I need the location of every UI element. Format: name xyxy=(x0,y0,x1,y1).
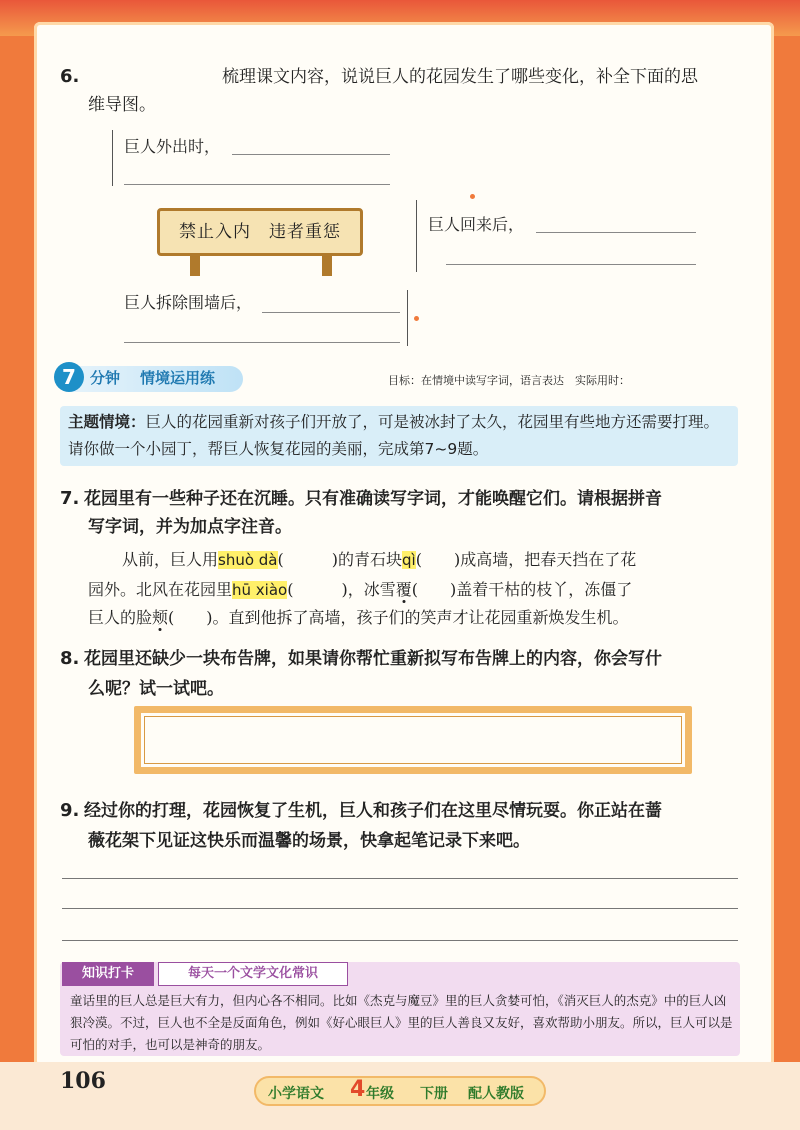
mindmap-branch-remove xyxy=(404,290,408,346)
dotted-char-jia: 颊 xyxy=(152,608,169,627)
theme-label: 主题情境： xyxy=(68,413,146,431)
q6-number: 6. xyxy=(60,66,80,87)
pinyin-shuoda: shuò dà xyxy=(218,551,278,569)
footer-badge xyxy=(254,1076,546,1106)
mindmap-branch-out xyxy=(112,130,113,186)
footer-subject: 小学语文 xyxy=(268,1086,324,1102)
writing-line[interactable] xyxy=(62,878,738,879)
sign-post-left xyxy=(190,254,200,276)
footer-grade-num: 4 xyxy=(350,1077,366,1102)
footer-edition: 配人教版 xyxy=(468,1086,524,1102)
writing-line[interactable] xyxy=(62,908,738,909)
arrow-marker xyxy=(470,194,475,199)
knowledge-title: 每天一个文学文化常识 xyxy=(158,962,348,986)
q9-text-line1: 经过你的打理，花园恢复了生机，巨人和孩子们在这里尽情玩耍。你正站在蔷 xyxy=(84,801,662,821)
q7-passage-line3: 巨人的脸颊( )。直到他拆了高墙，孩子们的笑声才让花园重新焕发生机。 xyxy=(88,608,629,627)
answer-line[interactable] xyxy=(262,312,400,313)
answer-line[interactable] xyxy=(124,342,400,343)
when-back-label: 巨人回来后， xyxy=(428,215,525,234)
no-entry-sign: 禁止入内 违者重惩 xyxy=(157,208,363,256)
arrow-marker xyxy=(414,316,419,321)
answer-line[interactable] xyxy=(536,232,696,233)
answer-line[interactable] xyxy=(446,264,696,265)
section-title: 情境运用练 xyxy=(140,369,216,387)
q7-passage-line2: 园外。北风在花园里hū xiào( )，冰雪覆( )盖着干枯的枝丫，冻僵了 xyxy=(88,580,633,599)
q6-text-line1: 梳理课文内容，说说巨人的花园发生了哪些变化，补全下面的思 xyxy=(222,67,698,87)
when-out-label: 巨人外出时， xyxy=(124,137,221,156)
footer-grade: 年级 xyxy=(366,1086,394,1102)
q7-text-line2: 写字词，并为加点字注音。 xyxy=(88,517,292,537)
page-paper xyxy=(34,22,774,1067)
q9-number: 9. xyxy=(60,800,80,821)
q9-text-line2: 薇花架下见证这快乐而温馨的场景，快拿起笔记录下来吧。 xyxy=(88,831,530,851)
mindmap-branch-back xyxy=(416,200,417,272)
pinyin-qi: qì xyxy=(402,551,416,569)
after-remove-label: 巨人拆除围墙后， xyxy=(124,293,253,312)
answer-line[interactable] xyxy=(124,184,390,185)
dotted-char-fu: 覆 xyxy=(395,580,412,599)
q7-text-line1: 花园里有一些种子还在沉睡。只有准确读写字词，才能唤醒它们。请根据拼音 xyxy=(84,489,662,509)
knowledge-text: 童话里的巨人总是巨大有力，但内心各不相同。比如《杰克与魔豆》里的巨人贪婪可怕，《消灭巨人的杰克》中的巨人凶狠冷漠。不过，巨人也不全是反面角色，例如《好心眼巨人》里的巨人善良又友好，喜欢帮助小朋友。所以，巨人可以是可怕的对手，也可以是神奇的朋友。 xyxy=(70,993,733,1052)
q6-text-line2: 维导图。 xyxy=(88,95,156,115)
pinyin-huxiao: hū xiào xyxy=(232,581,288,599)
sign-post-right xyxy=(322,254,332,276)
writing-line[interactable] xyxy=(62,940,738,941)
page-number: 106 xyxy=(60,1068,106,1094)
answer-line[interactable] xyxy=(232,154,390,155)
section-goal: 目标：在情境中读写字词，语言表达 实际用时： xyxy=(388,374,630,387)
q8-text-line1: 花园里还缺少一块布告牌，如果请你帮忙重新拟写布告牌上的内容，你会写什 xyxy=(84,649,662,669)
q8-text-line2: 么呢？试一试吧。 xyxy=(88,679,224,699)
q7-passage-line1: 从前，巨人用shuò dà( )的青石块qì( )成高墙，把春天挡在了花 xyxy=(122,550,637,569)
theme-text: 巨人的花园重新对孩子们开放了，可是被冰封了太久，花园里有些地方还需要打理。请你做一个小园丁，帮巨人恢复花园的美丽，完成第7~9题。 xyxy=(68,413,720,458)
q8-number: 8. xyxy=(60,648,80,669)
knowledge-tag: 知识打卡 xyxy=(62,962,154,986)
footer-term: 下册 xyxy=(420,1086,448,1102)
q7-number: 7. xyxy=(60,488,80,509)
theme-box xyxy=(60,406,738,466)
minutes-unit: 分钟 xyxy=(90,369,121,387)
minutes-badge: 7 xyxy=(54,362,84,392)
notice-board-writing-area[interactable] xyxy=(144,716,682,764)
